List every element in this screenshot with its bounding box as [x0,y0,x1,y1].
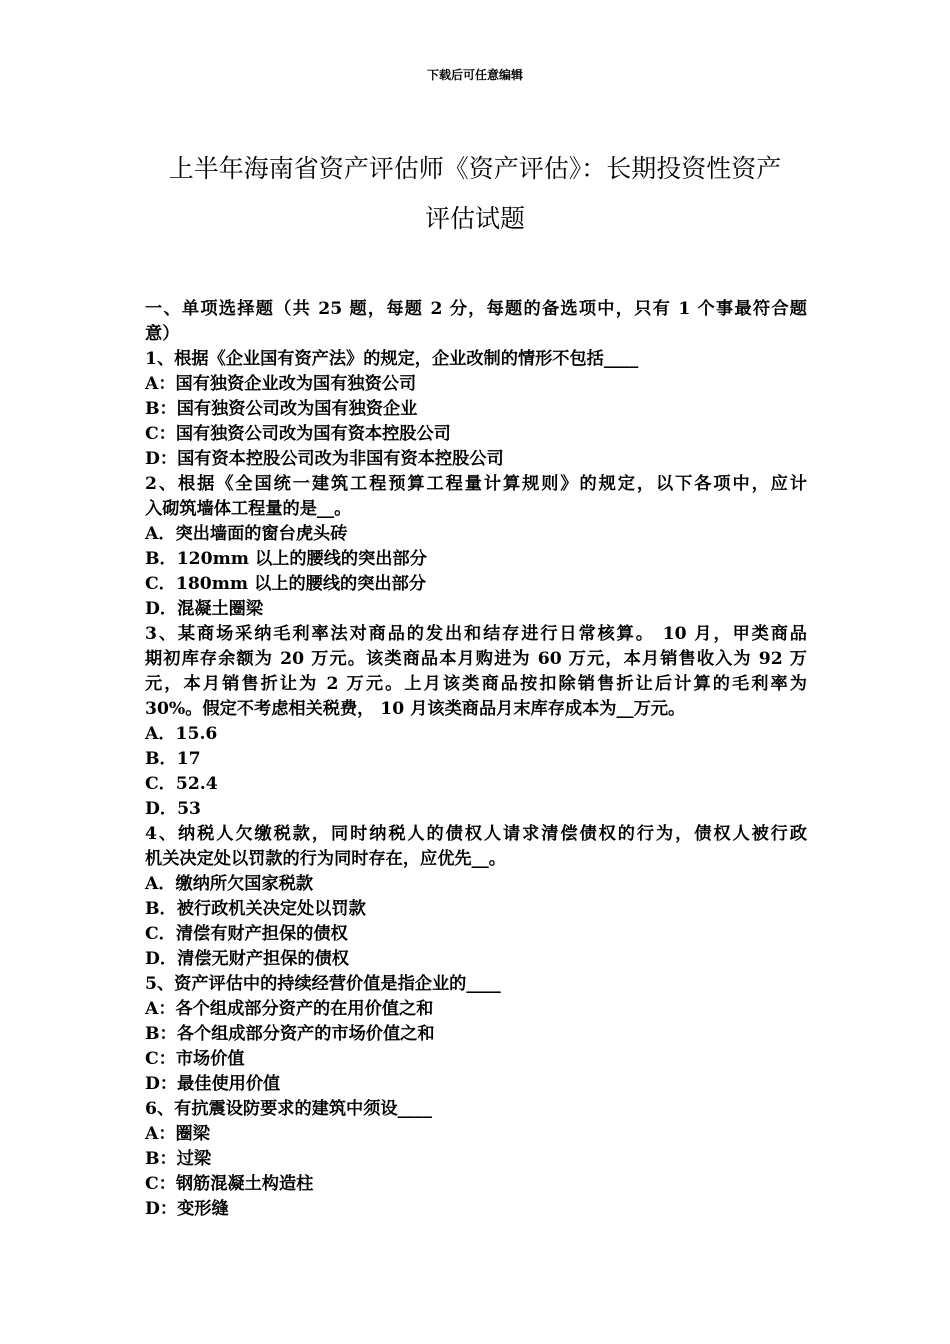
q5-option-c: C：市场价值 [145,1049,245,1069]
question-3: 3、某商场采纳毛利率法对商品的发出和结存进行日常核算。 10 月，甲类商品 [145,624,807,644]
q6-option-b: B：过梁 [145,1149,212,1169]
header-note: 下载后可任意编辑 [426,68,523,82]
q2-option-d: D．混凝土圈梁 [145,599,264,619]
q1-option-c: C：国有独资公司改为国有资本控股公司 [145,424,451,444]
q6-option-a: A：圈梁 [145,1124,210,1144]
q3-option-b: B．17 [145,749,201,769]
q3-option-a: A．15.6 [145,724,218,744]
q4-option-b: B．被行政机关决定处以罚款 [145,899,366,919]
question-3-cont-1: 期初库存余额为 20 万元。该类商品本月购进为 60 万元，本月销售收入为 92 万 [145,649,807,669]
question-body [145,297,807,1222]
document-title [145,144,805,244]
title-line-1: 上半年海南省资产评估师《资产评估》：长期投资性资产 [168,154,782,183]
q3-option-d: D．53 [145,799,202,819]
q4-option-d: D．清偿无财产担保的债权 [145,949,349,969]
q5-option-d: D：最佳使用价值 [145,1074,281,1094]
q4-option-c: C．清偿有财产担保的债权 [145,924,348,944]
question-1: 1、根据《企业国有资产法》的规定，企业改制的情形不包括____ [145,349,639,369]
q2-option-c: C．180mm 以上的腰线的突出部分 [145,574,426,594]
q3-option-c: C．52.4 [145,774,218,794]
q6-option-d: D：变形缝 [145,1199,229,1219]
question-5: 5、资产评估中的持续经营价值是指企业的____ [145,974,501,994]
section-heading: 一、单项选择题（共 25 题，每题 2 分，每题的备选项中，只有 1 个事最符合题 [145,299,807,319]
section-heading-cont: 意） [145,324,180,344]
title-line-2: 评估试题 [424,204,525,233]
q5-option-b: B：各个组成部分资产的市场价值之和 [145,1024,435,1044]
q5-option-a: A：各个组成部分资产的在用价值之和 [145,999,434,1019]
question-4: 4、纳税人欠缴税款，同时纳税人的债权人请求清偿债权的行为，债权人被行政 [145,824,807,844]
q2-option-b: B．120mm 以上的腰线的突出部分 [145,549,427,569]
question-2: 2、根据《全国统一建筑工程预算工程量计算规则》的规定，以下各项中，应计 [145,474,807,494]
q6-option-c: C：钢筋混凝土构造柱 [145,1174,314,1194]
question-3-cont-2: 元，本月销售折让为 2 万元。上月该类商品按扣除销售折让后计算的毛利率为 [145,674,807,694]
q1-option-d: D：国有资本控股公司改为非国有资本控股公司 [145,449,504,469]
question-4-cont: 机关决定处以罚款的行为同时存在，应优先__。 [145,849,506,869]
question-3-cont-3: 30%。假定不考虑相关税费， 10 月该类商品月末库存成本为__万元。 [145,699,686,719]
q1-option-a: A：国有独资企业改为国有独资公司 [145,374,417,394]
question-6: 6、有抗震设防要求的建筑中须设____ [145,1099,432,1119]
q2-option-a: A．突出墙面的窗台虎头砖 [145,524,348,544]
q4-option-a: A．缴纳所欠国家税款 [145,874,314,894]
q1-option-b: B：国有独资公司改为国有独资企业 [145,399,418,419]
question-2-cont: 入砌筑墙体工程量的是__。 [145,499,352,519]
